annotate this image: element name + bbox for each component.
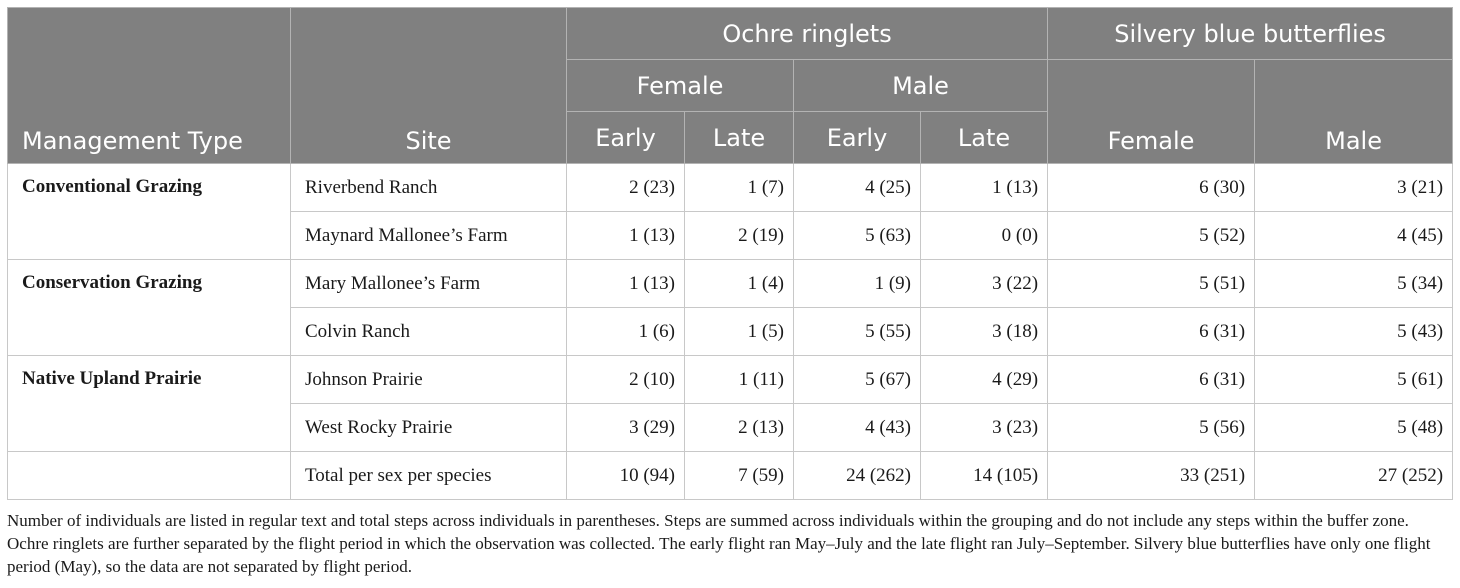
management-type-cell: Conventional Grazing	[8, 164, 291, 260]
value-cell: 2 (10)	[567, 356, 685, 404]
value-cell: 0 (0)	[921, 212, 1048, 260]
value-cell: 1 (5)	[685, 308, 794, 356]
value-cell: 2 (19)	[685, 212, 794, 260]
value-cell: 4 (25)	[794, 164, 921, 212]
total-value-cell: 24 (262)	[794, 452, 921, 500]
table-row	[8, 260, 1453, 308]
table-header	[8, 8, 1453, 164]
total-label-cell: Total per sex per species	[291, 452, 567, 500]
value-cell: 1 (13)	[567, 212, 685, 260]
table-footnote: Number of individuals are listed in regular text and total steps across individuals in parentheses. Steps are summed across individuals within the grouping and do not include any steps within the buffer zone. Ochre ringlets are further separated by the flight period in which the observation was collected. The early flight ran May–July and the late flight ran July–September. Silvery blue butterflies have only one flight period (May), so the data are not separated by flight period.	[7, 511, 1431, 576]
value-cell: 3 (22)	[921, 260, 1048, 308]
total-value-cell: 27 (252)	[1255, 452, 1453, 500]
value-cell: 3 (23)	[921, 404, 1048, 452]
value-cell: 3 (21)	[1255, 164, 1453, 212]
value-cell: 6 (31)	[1048, 308, 1255, 356]
total-row	[8, 452, 1453, 500]
site-cell: Riverbend Ranch	[291, 164, 567, 212]
header-ochre-male: Male	[794, 60, 1048, 112]
total-value-cell: 10 (94)	[567, 452, 685, 500]
site-cell: Johnson Prairie	[291, 356, 567, 404]
site-cell: Colvin Ranch	[291, 308, 567, 356]
site-cell: West Rocky Prairie	[291, 404, 567, 452]
value-cell: 1 (9)	[794, 260, 921, 308]
header-silvery-blue: Silvery blue butterflies	[1048, 8, 1453, 60]
value-cell: 4 (43)	[794, 404, 921, 452]
value-cell: 1 (11)	[685, 356, 794, 404]
management-type-cell: Conservation Grazing	[8, 260, 291, 356]
value-cell: 1 (4)	[685, 260, 794, 308]
site-cell: Mary Mallonee’s Farm	[291, 260, 567, 308]
value-cell: 4 (29)	[921, 356, 1048, 404]
value-cell: 1 (13)	[921, 164, 1048, 212]
table-container	[7, 7, 1452, 578]
header-silvery-male: Male	[1255, 60, 1453, 164]
value-cell: 5 (48)	[1255, 404, 1453, 452]
total-value-cell: 7 (59)	[685, 452, 794, 500]
header-management-type: Management Type	[8, 8, 291, 164]
value-cell: 6 (31)	[1048, 356, 1255, 404]
value-cell: 2 (13)	[685, 404, 794, 452]
management-type-cell: Native Upland Prairie	[8, 356, 291, 452]
total-management-cell	[8, 452, 291, 500]
value-cell: 5 (34)	[1255, 260, 1453, 308]
value-cell: 5 (63)	[794, 212, 921, 260]
value-cell: 5 (52)	[1048, 212, 1255, 260]
value-cell: 5 (61)	[1255, 356, 1453, 404]
value-cell: 3 (29)	[567, 404, 685, 452]
value-cell: 5 (51)	[1048, 260, 1255, 308]
header-site: Site	[291, 8, 567, 164]
value-cell: 5 (43)	[1255, 308, 1453, 356]
value-cell: 1 (13)	[567, 260, 685, 308]
header-ochre-ringlets: Ochre ringlets	[567, 8, 1048, 60]
table-row	[8, 356, 1453, 404]
header-ochre-female: Female	[567, 60, 794, 112]
header-female-late: Late	[685, 112, 794, 164]
header-silvery-female: Female	[1048, 60, 1255, 164]
header-female-early: Early	[567, 112, 685, 164]
table-row	[8, 164, 1453, 212]
value-cell: 3 (18)	[921, 308, 1048, 356]
total-value-cell: 33 (251)	[1048, 452, 1255, 500]
table-body	[8, 164, 1453, 500]
header-male-late: Late	[921, 112, 1048, 164]
site-cell: Maynard Mallonee’s Farm	[291, 212, 567, 260]
value-cell: 6 (30)	[1048, 164, 1255, 212]
value-cell: 1 (7)	[685, 164, 794, 212]
value-cell: 2 (23)	[567, 164, 685, 212]
value-cell: 5 (55)	[794, 308, 921, 356]
value-cell: 5 (67)	[794, 356, 921, 404]
value-cell: 4 (45)	[1255, 212, 1453, 260]
header-male-early: Early	[794, 112, 921, 164]
value-cell: 1 (6)	[567, 308, 685, 356]
total-value-cell: 14 (105)	[921, 452, 1048, 500]
data-table	[7, 7, 1453, 500]
value-cell: 5 (56)	[1048, 404, 1255, 452]
